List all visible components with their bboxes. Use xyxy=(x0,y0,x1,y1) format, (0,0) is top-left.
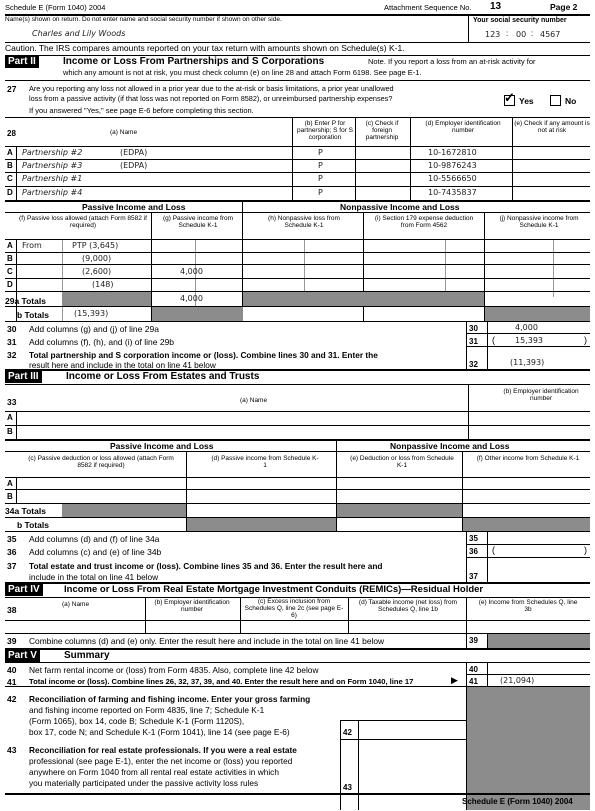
part3-title: Income or Loss From Estates and Trusts xyxy=(66,371,260,382)
part4-col-e: (e) Income from Schedules Q, line 3b xyxy=(478,599,578,613)
line42-box: 42 xyxy=(343,728,352,737)
part3-col-e: (e) Deduction or loss from Schedule K-1 xyxy=(350,455,454,469)
col-e-header: (e) Check if any amount is not at risk xyxy=(514,120,590,134)
form-id: Schedule E (Form 1040) 2004 xyxy=(5,3,106,12)
line35-num: 35 xyxy=(7,534,17,544)
line43-line1: Reconciliation for real estate professionals. If you were a real estate xyxy=(29,745,297,755)
line36-num: 36 xyxy=(7,547,17,557)
line39-num: 39 xyxy=(7,636,17,646)
col-b-header: (b) Enter P for partnership; S for S corporation xyxy=(297,120,353,141)
partnership-type[interactable]: P xyxy=(318,148,323,157)
line30-text: Add columns (g) and (j) of line 29a xyxy=(29,324,159,334)
col-f-header: (f) Passive loss allowed (attach Form 8582 if required) xyxy=(19,215,147,229)
from-label: From xyxy=(22,241,42,250)
part3-tag: Part III xyxy=(5,371,42,383)
col-a-header: (a) Name xyxy=(110,129,138,136)
yes-check-mark: ✓ xyxy=(504,90,515,105)
line32-text2: result here and include in the total on line 41 below xyxy=(29,360,216,370)
passive-loss-value[interactable]: (148) xyxy=(92,280,114,289)
partnership-name[interactable]: Partnership #4 xyxy=(22,188,83,197)
line36-box: 36 xyxy=(469,547,478,556)
part4-tag: Part IV xyxy=(5,584,43,596)
col-j-header: (j) Nonpassive income from Schedule K-1 xyxy=(499,215,579,229)
name-label: Name(s) shown on return. Do not enter name and social security number if shown on other side. xyxy=(5,16,282,23)
line42-line3: (Form 1065), box 14, code B; Schedule K-1 (Form 1120S), xyxy=(29,716,245,726)
part3-col-b: (b) Employer identification number xyxy=(503,388,579,402)
line32-num: 32 xyxy=(7,350,17,360)
passive-header: Passive Income and Loss xyxy=(82,202,186,212)
line41-num: 41 xyxy=(7,677,17,687)
passive-loss-value[interactable]: (9,000) xyxy=(82,254,112,263)
part3-col-a: (a) Name xyxy=(240,397,268,404)
nonpassive-header: Nonpassive Income and Loss xyxy=(340,202,460,212)
line27-text1: Are you reporting any loss not allowed in a prior year due to the at-risk or basis limitations, a prior year unallowed xyxy=(29,84,394,93)
part4-col-c: (c) Excess inclusion from Schedules Q, line 2c (see page E-6) xyxy=(244,598,344,619)
part2-title: Income or Loss From Partnerships and S Corporations xyxy=(63,56,325,67)
part2-note-line1: Note. If you report a loss from an at-risk activity for xyxy=(368,57,536,66)
attachment-number: 13 xyxy=(490,1,502,12)
partnership-ein[interactable]: 10-7435837 xyxy=(428,188,477,197)
line36-text: Add columns (c) and (e) of line 34b xyxy=(29,547,162,557)
line43-line2: professional (see page E-1), enter the net income or (loss) you reported xyxy=(29,756,293,766)
part4-col-b: (b) Employer identification number xyxy=(154,599,230,613)
totals-29b-label: b Totals xyxy=(17,310,49,320)
line42-line4: box 17, code N; and Schedule K-1 (Form 1041), line 14 (see page E-6) xyxy=(29,727,290,737)
line37-num: 37 xyxy=(7,561,17,571)
partnership-type[interactable]: P xyxy=(318,161,323,170)
line40-text: Net farm rental income or (loss) from Form 4835. Also, complete line 42 below xyxy=(29,665,319,675)
ssn-part1[interactable]: 123 xyxy=(485,30,501,39)
line41-text: Total income or (loss). Combine lines 26, 32, 37, 39, and 40. Enter the result here and on Form 1040, line 17 xyxy=(29,677,414,686)
no-checkbox[interactable] xyxy=(550,95,561,106)
arrow-icon: ▶ xyxy=(451,675,458,685)
line39-box: 39 xyxy=(469,636,478,645)
part3-row-a: A xyxy=(7,413,13,422)
part2-note-line2: which any amount is not at risk, you must check column (e) on line 28 and attach Form 6198. See page E-1. xyxy=(63,68,422,77)
footer-form-id: Schedule E (Form 1040) 2004 xyxy=(462,797,573,806)
line33-num: 33 xyxy=(7,397,17,407)
page-number: Page 2 xyxy=(550,2,578,12)
part3-nonpassive-header: Nonpassive Income and Loss xyxy=(390,441,510,451)
totals-29a-label: 29a Totals xyxy=(5,296,46,306)
line37-text2: include in the total on line 41 below xyxy=(29,572,159,582)
line32-text1: Total partnership and S corporation income or (loss). Combine lines 30 and 31. Enter the xyxy=(29,350,378,360)
line31-value[interactable]: 15,393 xyxy=(515,336,543,345)
ssn-label: Your social security number xyxy=(473,17,567,24)
col-i-header: (i) Section 179 expense deduction from Form 4562 xyxy=(374,215,474,229)
line35-box: 35 xyxy=(469,534,478,543)
part3-row-b: B xyxy=(7,427,13,436)
attachment-label: Attachment Sequence No. xyxy=(384,3,472,12)
line41-value[interactable]: (21,094) xyxy=(500,676,535,685)
line32-value[interactable]: (11,393) xyxy=(510,358,545,367)
partnership-type[interactable]: P xyxy=(318,188,323,197)
ssn-part3[interactable]: 4567 xyxy=(540,30,561,39)
line32-box: 32 xyxy=(469,360,478,369)
part4-col-a: (a) Name xyxy=(62,601,90,608)
totals-34a-label: 34a Totals xyxy=(5,506,46,516)
line37-text1: Total estate and trust income or (loss). Combine lines 35 and 36. Enter the result here and xyxy=(29,561,383,571)
part3-passive-header: Passive Income and Loss xyxy=(110,441,214,451)
partnership-name[interactable]: Partnership #3 xyxy=(22,161,83,170)
passive-income-value[interactable]: 4,000 xyxy=(180,267,203,276)
line27-text3: If you answered "Yes," see page E-6 before completing this section. xyxy=(29,106,254,115)
line43-line3: anywhere on Form 1040 from all rental real estate activities in which xyxy=(29,767,279,777)
line35-text: Add columns (d) and (f) of line 34a xyxy=(29,534,160,544)
line31-text: Add columns (f), (h), and (i) of line 29b xyxy=(29,337,175,347)
line28-num: 28 xyxy=(7,129,16,138)
line42-line2: and fishing income reported on Form 4835, line 7; Schedule K-1 xyxy=(29,705,265,715)
ssn-part2[interactable]: 00 xyxy=(516,30,527,39)
line40-num: 40 xyxy=(7,665,17,675)
yes-label: Yes xyxy=(519,96,534,106)
caution-text: Caution. The IRS compares amounts reported on your tax return with amounts shown on Schedule(s) K-1. xyxy=(5,43,405,53)
line42-num: 42 xyxy=(7,694,17,704)
line30-value[interactable]: 4,000 xyxy=(515,323,538,332)
line43-line4: you materially participated under the passive activity loss rules xyxy=(29,778,259,788)
part2-tag: Part II xyxy=(5,56,39,68)
col-g-header: (g) Passive income from Schedule K-1 xyxy=(162,215,234,229)
part3-col-c: (c) Passive deduction or loss allowed (attach Form 8582 if required) xyxy=(28,455,174,469)
line27-num: 27 xyxy=(7,84,17,94)
line31-box: 31 xyxy=(469,337,478,346)
passive-loss-value[interactable]: PTP (3,645) xyxy=(72,241,119,250)
line43-box: 43 xyxy=(343,783,352,792)
taxpayer-name[interactable]: Charles and Lily Woods xyxy=(32,29,126,38)
part4-title: Income or Loss From Real Estate Mortgage Investment Conduits (REMICs)—Residual Holder xyxy=(64,584,484,595)
partnership-name[interactable]: Partnership #1 xyxy=(22,174,83,183)
partnership-ein[interactable]: 10-5566650 xyxy=(428,174,477,183)
totals-29a-g-value[interactable]: 4,000 xyxy=(180,294,203,303)
col-h-header: (h) Nonpassive loss from Schedule K-1 xyxy=(268,215,340,229)
partnership-type[interactable]: P xyxy=(318,174,323,183)
part3-col-f: (f) Other income from Schedule K-1 xyxy=(476,455,580,462)
totals-34b-label: b Totals xyxy=(17,520,49,530)
partnership-ein[interactable]: 10-1672810 xyxy=(428,148,477,157)
line41-box: 41 xyxy=(469,677,478,686)
partnership-name[interactable]: Partnership #2 xyxy=(22,148,83,157)
col-c-header: (c) Check if foreign partnership xyxy=(365,120,399,141)
part5-tag: Part V xyxy=(5,650,40,662)
partnership-ein[interactable]: 10-9876243 xyxy=(428,161,477,170)
partnership-tag: (EDPA) xyxy=(120,161,148,170)
line31-num: 31 xyxy=(7,337,17,347)
part3-col-d: (d) Passive income from Schedule K-1 xyxy=(211,455,319,469)
partnership-tag: (EDPA) xyxy=(120,148,148,157)
line30-box: 30 xyxy=(469,324,478,333)
line43-num: 43 xyxy=(7,745,17,755)
no-label: No xyxy=(565,96,577,106)
passive-loss-value[interactable]: (2,600) xyxy=(82,267,112,276)
part5-title: Summary xyxy=(64,650,110,661)
line39-text: Combine columns (d) and (e) only. Enter the result here and include in the total on line 41 below xyxy=(29,636,385,646)
col-d-header: (d) Employer identification number xyxy=(425,120,501,134)
line37-box: 37 xyxy=(469,572,478,581)
line38-num: 38 xyxy=(7,605,17,615)
line30-num: 30 xyxy=(7,324,17,334)
line42-line1: Reconciliation of farming and fishing income. Enter your gross farming xyxy=(29,694,311,704)
totals-29b-f-value[interactable]: (15,393) xyxy=(74,309,109,318)
line27-text2: loss from a passive activity (if that loss was not reported on Form 8582), or unreimbursed partnership expenses? xyxy=(29,94,393,103)
line40-box: 40 xyxy=(469,665,478,674)
part4-col-d: (d) Taxable income (net loss) from Schedules Q, line 1b xyxy=(358,599,458,613)
